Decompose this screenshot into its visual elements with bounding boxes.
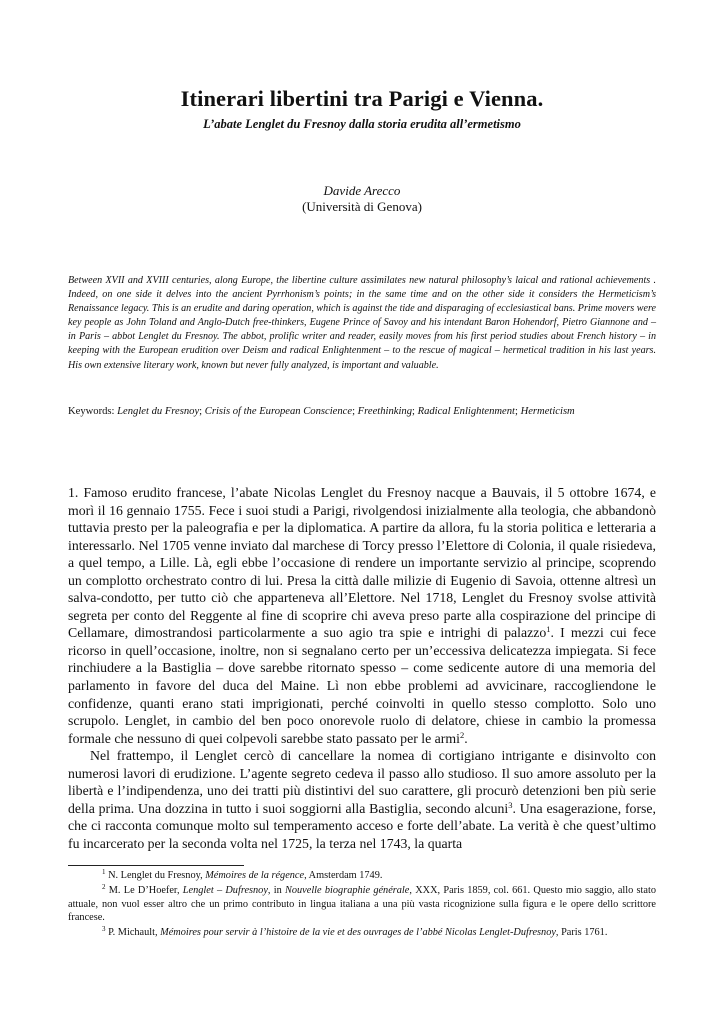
footnote-ref-2: 2: [459, 729, 465, 740]
footnote-3-work-title: Mémoires pour servir à l’histoire de la vie et des ouvrages de l’abbé Nicolas Lenglet-Dufresnoy: [160, 927, 556, 938]
paper-title: Itinerari libertini tra Parigi e Vienna.: [180, 86, 544, 111]
paragraph-1-text-a: 1. Famoso erudito francese, l’abate Nicolas Lenglet du Fresnoy nacque a Bauvais, il 5 ottobre 1674, e morì il 16 gennaio 1755. Fece i suoi studi a Parigi, rivolgendosi inizialmente alla teologia, che abbandonò tuttavia presto per la paleografia e per la diplomatica. A partire da allora, fu la storia politica e letteraria a interessarlo. Nel 1705 venne inviato dal marchese di Torcy presso l’Elettore di Colonia, il quale risiedeva, a quel tempo, a Lille. Là, egli ebbe l’occasione di rendere un importante servizio al principe, scoprendo un complotto orchestrato contro di lui. Presa la città dalle milizie di Eugenio di Savoia, ottenne altresì un salva-condotto, per tutto ciò che apparteneva all’Elettore. Nel 1718, Lenglet du Fresnoy svolse attività segreta per conto del Reggente al fine di scoprire chi aveva preso parte alla cospirazione del principe di Cellamare, dimostrandosi particolarmente a suo agio tra spie e intrighi di palazzo: [68, 485, 656, 641]
footnote-mark: 3: [102, 925, 106, 933]
footnote-ref-3: 3: [508, 799, 513, 810]
footnote-mark: 1: [102, 868, 106, 876]
footnote-2-text: , XXX, Paris 1859, col. 661. Questo mio saggio, allo stato attuale, non vuol esser altro che un primo contributo in lingua italiana a una più vasta ricognizione sulla figura e le opere dello scrittore francese.: [68, 885, 656, 923]
paragraph-2-text-a: Nel frattempo, il Lenglet cercò di cancellare la nomea di cortigiano intrigante e disinvolto con numerosi lavori di erudizione. L’agente segreto cedeva il passo allo studioso. Il suo amore assoluto per la libertà e l’indipendenza, uno dei tratti più distintivi del suo carattere, gli procurò detenzioni ben più serie della prima. Una dozzina in tutto i suoi soggiorni alla Bastiglia, secondo alcuni: [68, 748, 656, 816]
footnote-2-work-title: Lenglet – Dufresnoy: [182, 885, 268, 896]
footnote-3-text: , Paris 1761.: [555, 927, 608, 938]
author-affiliation: (Università di Genova): [302, 199, 422, 214]
paragraph-1-text-b: . I mezzi cui fece ricorso in quell’occasione, inoltre, non si segnalano certo per un’eccessiva delicatezza impiegata. Si fece rinchiudere a la Bastiglia – dove sarebbe ritornato spesso – come sedicente autore di una memoria del parlamento in favore del duca del Maine. Lì non ebbe problemi ad avvicinare, raccogliendone le confidenze, quanti erano stati imprigionati, perché coinvolti in quello stesso complotto. Solo uno scrupolo. Lenglet, in cambio del ben poco onorevole ruolo di delatore, chiese in cambio la promessa formale che nessuno di quei colpevoli sarebbe stato passato per le armi: [68, 625, 656, 746]
keyword-separator: ;: [352, 406, 358, 417]
author-name: Davide Arecco: [323, 183, 401, 198]
footnote-1-text: N. Lenglet du Fresnoy,: [108, 870, 206, 881]
footnotes: [68, 869, 656, 941]
footnote-3-text: P. Michault,: [108, 927, 161, 938]
footnote-1-text: , Amsterdam 1749.: [304, 870, 383, 881]
abstract: Between XVII and XVIII centuries, along Europe, the libertine culture assimilates new natural philosophy’s laical and rational achievements . Indeed, on one side it delves into the ancient Pyrrhonism’s points; in the same time and on the other side it considers the Hermeticism’s Renaissance legacy. This is an erudite and daring operation, which is against the tide and disparaging of ecclesiastical bans. Prime movers were key people as John Toland and Anglo-Dutch free-thinkers, Eugene Prince of Savoy and his intendant Baron Hohendorf, Pietro Giannone and – in Paris – abbot Lenglet du Fresnoy. The abbot, prolific writer and reader, easily moves from his first period studies about French history – in keeping with the European erudition over Deism and radical Enlightenment – to the rescue of magical – hermetical tradition in his last years. His own extensive literary work, known but never fully analyzed, is important and valuable.: [68, 275, 656, 371]
keywords-label: Keywords:: [68, 406, 115, 417]
body-text: [68, 484, 656, 852]
paragraph-1-text-c: .: [464, 730, 468, 746]
keyword-separator: ;: [514, 406, 521, 417]
footnote-mark: 2: [102, 883, 106, 891]
keyword-4: Radical Enlightenment: [417, 406, 515, 417]
footnote-1-work-title: Mémoires de la régence: [205, 870, 305, 881]
paragraph-2: [68, 747, 656, 852]
paragraph-2-text-b: . Una esagerazione, forse, che ci racconta comunque molto sul temperamento acceso e forte dell’abate. La verità è che quest’ultimo fu incarcerato per la seconda volta nel 1725, la terza nel 1743, la quarta: [68, 800, 656, 851]
keyword-separator: ;: [199, 406, 205, 417]
footnote-2: [68, 884, 656, 925]
paragraph-1: [68, 484, 656, 747]
keyword-3: Freethinking: [357, 406, 412, 417]
footnote-ref-1: 1: [546, 624, 551, 635]
footnote-2-text: M. Le D’Hoefer,: [108, 885, 183, 896]
footnote-3: [68, 926, 656, 940]
footnote-divider: [68, 865, 244, 866]
keywords: [68, 405, 656, 419]
paper-subtitle: L’abate Lenglet du Fresnoy dalla storia erudita all’ermetismo: [203, 117, 521, 131]
keyword-1: Lenglet du Fresnoy: [117, 406, 200, 417]
keyword-5: Hermeticism: [520, 406, 575, 417]
footnote-2-text: , in: [267, 885, 286, 896]
keyword-2: Crisis of the European Conscience: [204, 406, 353, 417]
keyword-separator: ;: [412, 406, 418, 417]
footnote-2-work-title: Nouvelle biographie générale: [285, 885, 410, 896]
footnote-1: [68, 869, 656, 883]
